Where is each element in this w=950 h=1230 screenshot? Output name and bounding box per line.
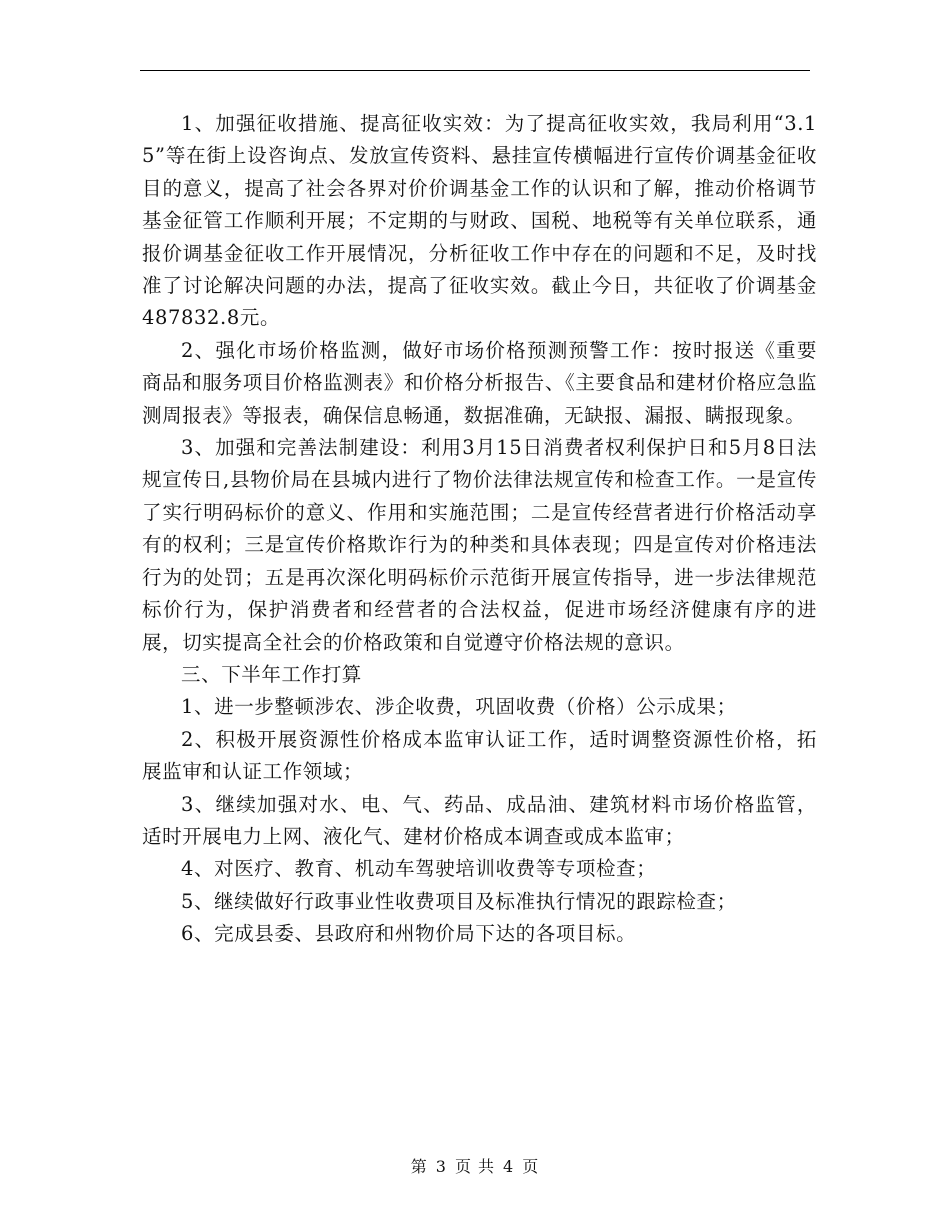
paragraph-1-collection-measures: 1、加强征收措施、提高征收实效：为了提高征收实效，我局利用“3.15”等在街上设咨询点、发放宣传资料、悬挂宣传横幅进行宣传价调基金征收目的意义，提高了社会各界对价价调基金工作的认识和了解，推动价格调节基金征管工作顺利开展；不定期的与财政、国税、地税等有关单位联系，通报价调基金征收工作开展情况，分析征收工作中存在的问题和不足，及时找准了讨论解决问题的办法，提高了征收实效。截止今日，共征收了价调基金487832.8元。 — [142, 112, 817, 330]
page-current: 3 — [435, 1157, 447, 1176]
page-prefix: 第 — [410, 1157, 428, 1176]
plan-item-4: 4、对医疗、教育、机动车驾驶培训收费等专项检查； — [181, 857, 657, 881]
page-suffix: 页 — [522, 1157, 540, 1176]
header-rule — [140, 70, 810, 71]
plan-item-2: 2、积极开展资源性价格成本监审认证工作，适时调整资源性价格，拓展监审和认证工作领域； — [142, 727, 817, 784]
plan-item-5: 5、继续做好行政事业性收费项目及标准执行情况的跟踪检查； — [181, 889, 737, 913]
plan-item-1: 1、进一步整顿涉农、涉企收费，巩固收费（价格）公示成果； — [181, 695, 737, 719]
paragraph-2-price-monitoring: 2、强化市场价格监测，做好市场价格预测预警工作：按时报送《重要商品和服务项目价格监测表》和价格分析报告、《主要食品和建材价格应急监测周报表》等报表，确保信息畅通，数据准确，无缺报、漏报、瞒报现象。 — [142, 338, 817, 427]
page-total: 4 — [503, 1157, 515, 1176]
plan-item-3: 3、继续加强对水、电、气、药品、成品油、建筑材料市场价格监管，适时开展电力上网、液化气、建材价格成本调查或成本监审； — [142, 792, 817, 848]
plan-item-6: 6、完成县委、县政府和州物价局下达的各项目标。 — [181, 922, 637, 946]
section-heading-second-half-plan: 三、下半年工作打算 — [181, 662, 362, 686]
paragraph-3-legal-construction: 3、加强和完善法制建设：利用3月15日消费者权利保护日和5月8日法规宣传日,县物价局在县城内进行了物价法律法规宣传和检查工作。一是宣传了实行明码标价的意义、作用和实施范围；二是宣传经营者进行价格活动享有的权利；三是宣传价格欺诈行为的种类和具体表现；四是宣传对价格违法行为的处罚；五是再次深化明码标价示范街开展宣传指导，进一步法律规范标价行为，保护消费者和经营者的合法权益，促进市场经济健康有序的进展，切实提高全社会的价格政策和自觉遵守价格法规的意识。 — [142, 436, 817, 654]
document-body — [142, 108, 817, 951]
page-mid: 页 共 — [454, 1157, 496, 1176]
page-footer — [0, 1154, 950, 1177]
